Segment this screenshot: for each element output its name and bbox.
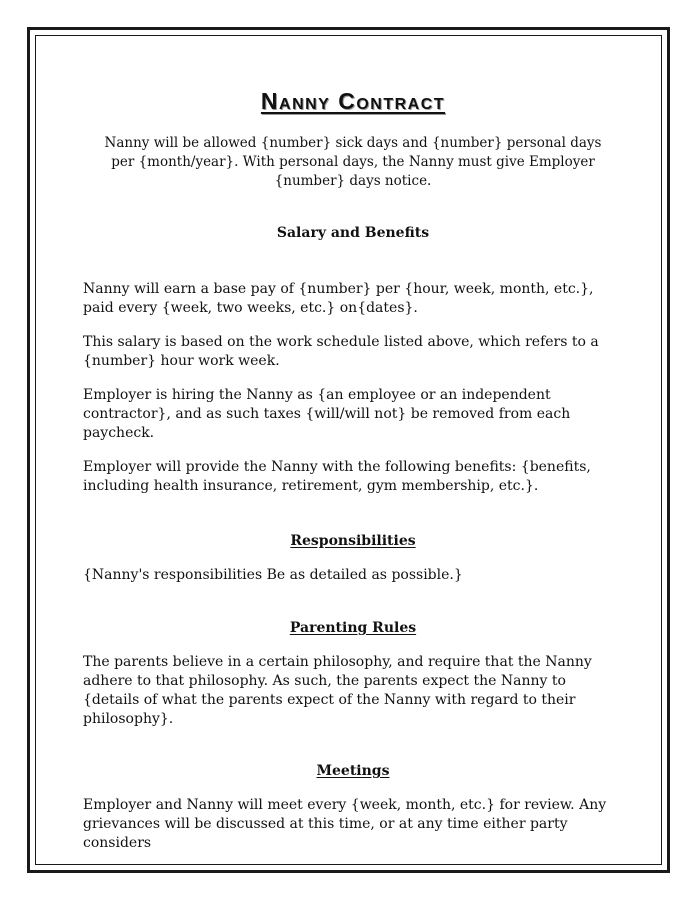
salary-paragraph-3: Employer is hiring the Nanny as {an employee or an independent contractor}, and as such taxes {will/will not} be removed from each paycheck. (83, 387, 571, 441)
section-heading-parenting-rules: Parenting Rules (289, 620, 417, 636)
document-title (83, 86, 623, 116)
section-heading-meetings: Meetings (316, 763, 390, 779)
meetings-paragraph-1: Employer and Nanny will meet every {week, month, etc.} for review. Any grievances will be discussed at this time, or at any time either party considers (83, 797, 607, 851)
document-content (83, 86, 623, 853)
salary-paragraph-4: Employer will provide the Nanny with the following benefits: {benefits, including health insurance, retirement, gym membership, etc.}. (83, 459, 591, 494)
responsibilities-paragraph-1: {Nanny's responsibilities Be as detailed as possible.} (83, 567, 463, 583)
salary-paragraph-2: This salary is based on the work schedule listed above, which refers to a {number} hour work week. (83, 334, 599, 369)
parenting-rules-paragraph-1: The parents believe in a certain philosophy, and require that the Nanny adhere to that philosophy. As such, the parents expect the Nanny to {details of what the parents expect of the Nanny with regard to their philosophy}. (83, 654, 592, 727)
section-heading-responsibilities: Responsibilities (290, 533, 416, 549)
salary-paragraph-1: Nanny will earn a base pay of {number} per {hour, week, month, etc.}, paid every {week, two weeks, etc.} on{dates}. (83, 281, 594, 316)
document-title-text: Nanny Contract (260, 88, 446, 114)
intro-paragraph: Nanny will be allowed {number} sick days and {number} personal days per {month/year}. With personal days, the Nanny must give Employer {number} days notice. (104, 135, 602, 189)
section-heading-salary: Salary and Benefits (276, 225, 430, 241)
